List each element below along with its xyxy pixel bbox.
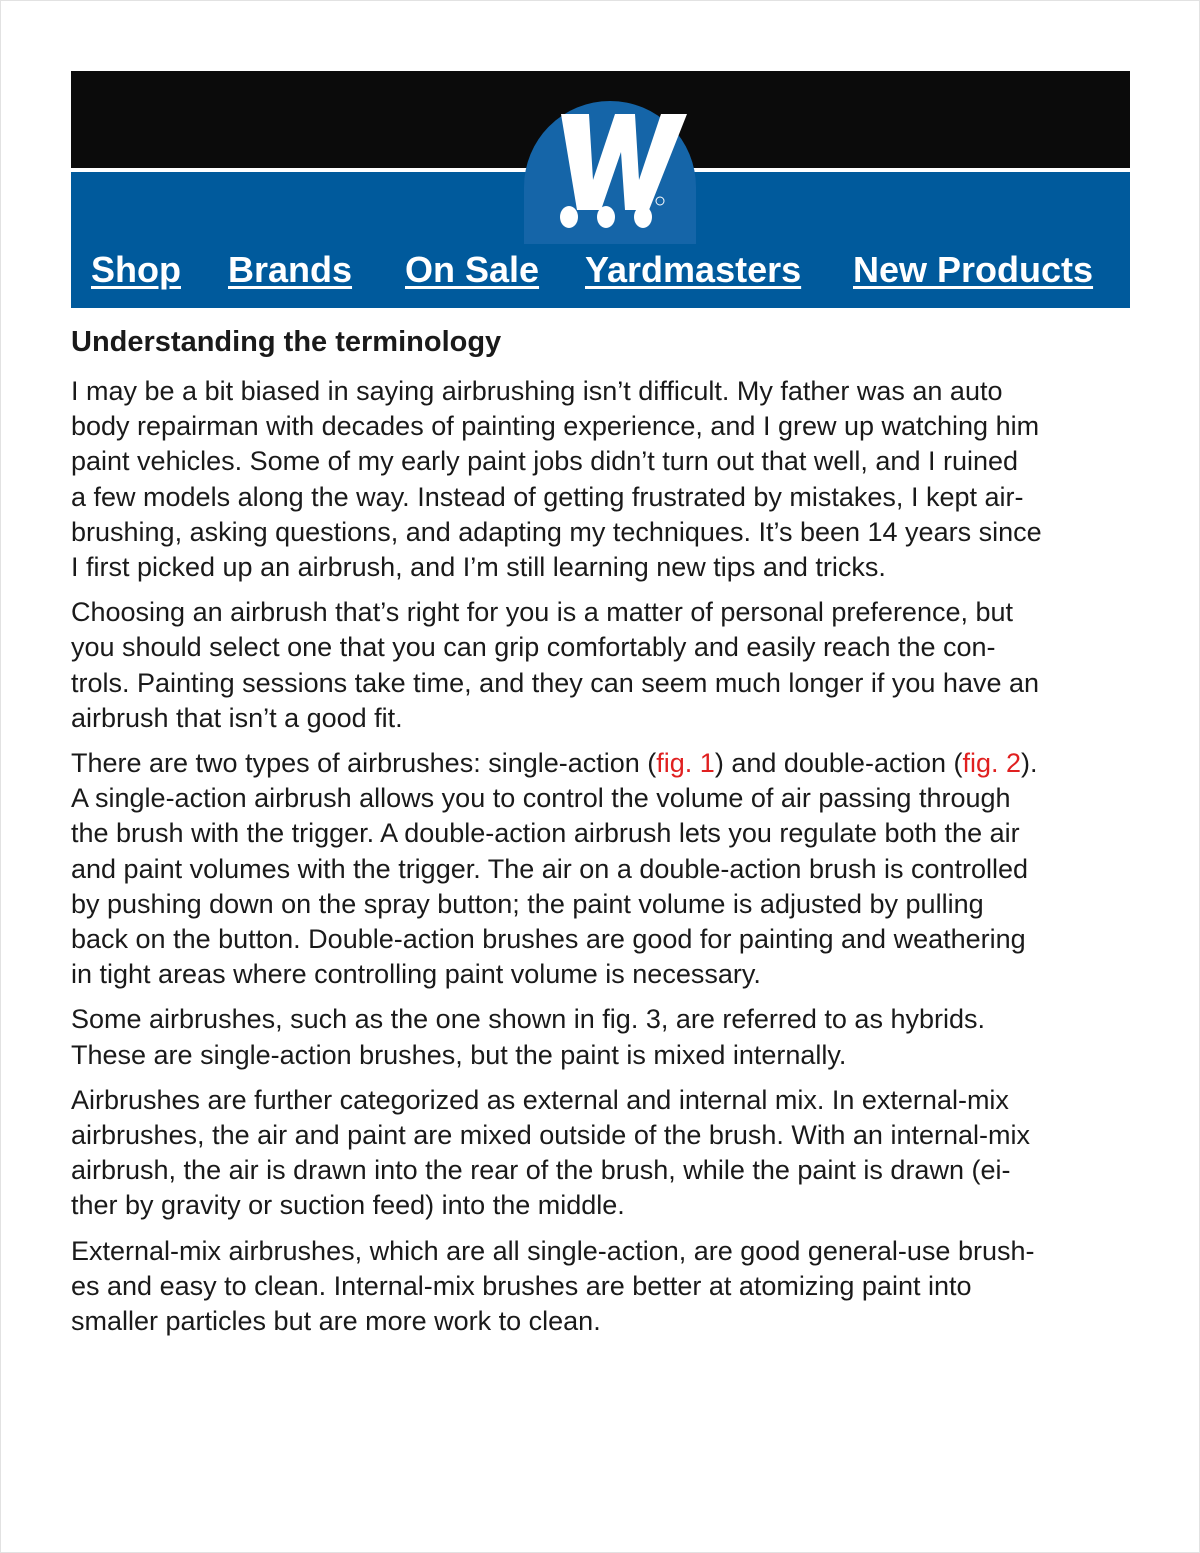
logo-dot-3 xyxy=(634,206,652,228)
paragraph-3-text-c: ). A single-action airbrush allows you to control the volume of air passing through the brush with the trigger. A double-action airbrush lets you regulate both the air and paint volumes with the trigger. The air on a double-action brush is controlled by pushing down on the spray button; the paint volume is adjusted by pulling back on the button. Double-action brushes are good for painting and weathering in tight areas where controlling paint volume is necessary. xyxy=(71,748,1038,990)
paragraph-3-text-a: There are two types of airbrushes: single-action ( xyxy=(71,748,657,779)
fig-2-reference: fig. 2 xyxy=(962,748,1022,779)
main-nav xyxy=(71,247,1130,297)
paragraph-3-text-b: ) and double-action ( xyxy=(714,748,963,779)
paragraph-2: Choosing an airbrush that’s right for you is a matter of personal preference, but you should select one that you can grip comfortably and easily reach the con- trols. Painting sessions take time, and they can seem much longer if you have an airbrush that isn’t a good fit. xyxy=(71,597,1040,733)
nav-link-on-sale[interactable]: On Sale xyxy=(405,249,540,290)
logo-dot-1 xyxy=(560,206,578,228)
paragraph-3 xyxy=(71,746,1131,992)
nav-link-yardmasters[interactable]: Yardmasters xyxy=(585,249,802,290)
nav-link-brands[interactable]: Brands xyxy=(228,249,353,290)
paragraph-6: External-mix airbrushes, which are all single-action, are good general-use brush- es and easy to clean. Internal-mix brushes are better at atomizing paint into smaller particles but are more work to clean. xyxy=(71,1235,1035,1337)
article-body xyxy=(71,322,1131,1349)
walthers-logo[interactable] xyxy=(521,94,699,244)
fig-1-reference: fig. 1 xyxy=(656,748,715,779)
paragraph-1: I may be a bit biased in saying airbrushing isn’t difficult. My father was an auto body repairman with decades of painting experience, and I grew up watching him paint vehicles. Some of my early paint jobs didn’t turn out that well, and I ruined a few models along the way. Instead of getting frustrated by mistakes, I kept air- brushing, asking questions, and adapting my techniques. It’s been 14 years since I first picked up an airbrush, and I’m still learning new tips and tricks. xyxy=(71,376,1042,583)
logo-dot-2 xyxy=(597,206,615,228)
nav-link-shop[interactable]: Shop xyxy=(91,249,181,290)
paragraph-4: Some airbrushes, such as the one shown in fig. 3, are referred to as hybrids. These are single-action brushes, but the paint is mixed internally. xyxy=(71,1004,985,1070)
header-banner xyxy=(71,71,1130,308)
nav-link-new-products[interactable]: New Products xyxy=(853,249,1094,290)
section-heading: Understanding the terminology xyxy=(71,326,502,358)
paragraph-5: Airbrushes are further categorized as external and internal mix. In external-mix airbrushes, the air and paint are mixed outside of the brush. With an internal-mix airbrush, the air is drawn into the rear of the brush, while the paint is drawn (ei- ther by gravity or suction feed) into the middle. xyxy=(71,1084,1030,1221)
